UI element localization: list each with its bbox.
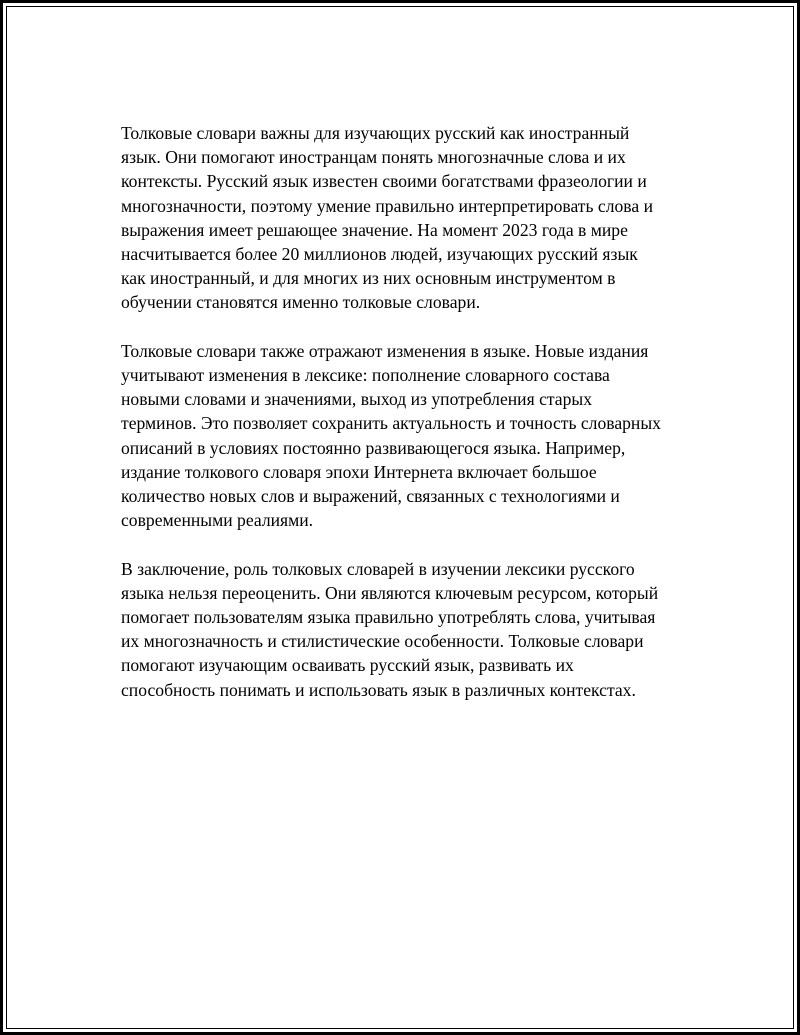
text-line: современными реалиями. [121, 510, 314, 531]
text-line: способность понимать и использовать язык в различных контекстах. [121, 679, 636, 700]
text-line: издание толкового словаря эпохи Интернета включает большое [121, 461, 597, 482]
text-line: Толковые словари важны для изучающих русский как иностранный [121, 123, 630, 143]
text-line: учитывают изменения в лексике: пополнение словарного состава [121, 365, 610, 386]
text-line: количество новых слов и выражений, связанных с технологиями и [121, 486, 620, 507]
text-line: многозначности, поэтому умение правильно интерпретировать слова и [121, 195, 653, 216]
text-line: Толковые словари также отражают изменения в языке. Новые издания [121, 340, 649, 361]
text-line: помогают изучающим осваивать русский язык, развивать их [121, 655, 574, 676]
text-line: языка нельзя переоценить. Они являются ключевым ресурсом, который [121, 582, 659, 603]
text-line: терминов. Это позволяет сохранить актуальность и точность словарных [121, 413, 661, 434]
text-line: контексты. Русский язык известен своими богатствами фразеологии и [121, 171, 647, 192]
paragraph-3 [121, 557, 711, 702]
text-line: насчитывается более 20 миллионов людей, изучающих русский язык [121, 244, 638, 265]
text-line: описаний в условиях постоянно развивающегося языка. Например, [121, 437, 626, 458]
document-body [121, 121, 711, 726]
text-line: новыми словами и значениями, выход из употребления старых [121, 389, 593, 410]
text-line: выражения имеет решающее значение. На момент 2023 года в мире [121, 219, 628, 240]
paragraph-1 [121, 121, 711, 315]
text-line: язык. Они помогают иностранцам понять многозначные слова и их [121, 147, 626, 168]
paragraph-2 [121, 339, 711, 533]
text-line: обучении становятся именно толковые словари. [121, 292, 481, 313]
text-line: как иностранный, и для многих из них основным инструментом в [121, 268, 616, 289]
text-line: помогает пользователям языка правильно употреблять слова, учитывая [121, 607, 656, 628]
text-line: В заключение, роль толковых словарей в изучении лексики русского [121, 558, 635, 579]
text-line: их многозначность и стилистические особенности. Толковые словари [121, 631, 644, 652]
